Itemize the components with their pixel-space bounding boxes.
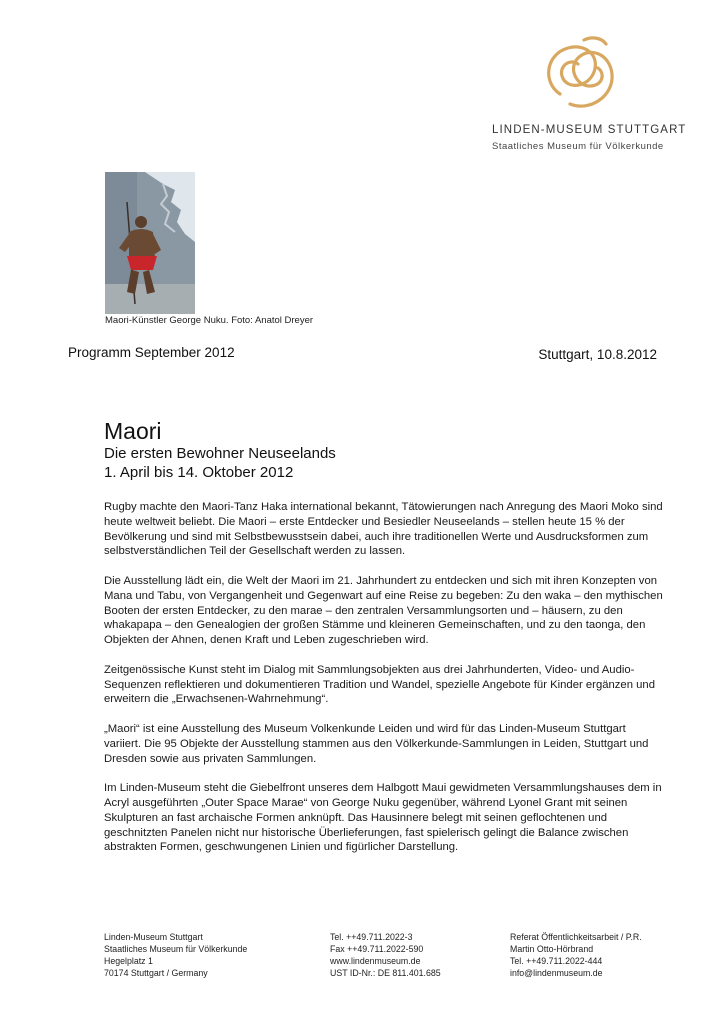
- footer-line: Martin Otto-Hörbrand: [510, 944, 594, 954]
- org-name: LINDEN-MUSEUM STUTTGART: [492, 124, 687, 136]
- footer-line: Staatliches Museum für Völkerkunde: [104, 944, 248, 954]
- footer-website-link[interactable]: www.lindenmuseum.de: [330, 956, 421, 966]
- footer-contact: [330, 931, 441, 979]
- footer-email-link[interactable]: info@lindenmuseum.de: [510, 968, 603, 978]
- paragraph: „Maori“ ist eine Ausstellung des Museum Volkenkunde Leiden und wird für das Linden-Museum Stuttgart variiert. Die 95 Objekte der Ausstellung stammen aus den Völkerkunde-Sammlungen in Leiden, Stuttgart und Dresden sowie aus privaten Sammlungen.: [104, 722, 649, 765]
- article-title: Maori: [104, 418, 162, 444]
- paragraph: Die Ausstellung lädt ein, die Welt der Maori im 21. Jahrhundert zu entdecken und sich mit ihren Konzepten von Mana und Tabu, von Vergangenheit und Gegenwart auf eine Reise zu begeben: Zu den waka – den mythischen Booten der ersten Entdecker, zu den marae – den zentralen Versammlungsorten und – häusern, zu den whakapapa – den Genealogien der großen Stämme und kleineren Gemeinschaften, und zu den taonga, den Objekten der Ahnen, denen Kraft und Leben zugeschrieben wird.: [104, 574, 663, 647]
- paragraph: Im Linden-Museum steht die Giebelfront unseres dem Halbgott Maui gewidmeten Versammlungshauses dem in Acryl ausgeführten „Outer Space Marae“ von George Nuku gegenüber, während Lyonel Grant mit seinen Skulpturen an fast archaische Formen anknüpft. Das Hausinnere belegt mit seinen geflochtenen und geschnitzten Panelen nicht nur historische Überlieferungen, fast spielerisch gelingt die Balance zwischen abstrakten Formen, geschwungenen Linien und figürlicher Darstellung.: [104, 782, 662, 854]
- paragraph: Zeitgenössische Kunst steht im Dialog mit Sammlungsobjekten aus drei Jahrhunderten, Video- und Audio-Sequenzen reflektieren und dokumentieren Tradition und Wandel, spezielle Angebote für Kinder ergänzen und erweitern die „Erwachsenen-Wahrnehmung“.: [104, 663, 655, 706]
- photo-caption: Maori-Künstler George Nuku. Foto: Anatol Dreyer: [105, 315, 314, 326]
- footer-press: [510, 931, 642, 979]
- subtitle-line: Die ersten Bewohner Neuseelands: [104, 445, 336, 462]
- article-subtitle: [104, 444, 336, 482]
- footer-line: Linden-Museum Stuttgart: [104, 932, 203, 942]
- footer-line: Referat Öffentlichkeitsarbeit / P.R.: [510, 932, 642, 942]
- interlaced-rings-logo-icon: [540, 34, 620, 112]
- article-body: [104, 500, 664, 870]
- footer-phone: Tel. ++49.711.2022-3: [330, 932, 413, 942]
- org-subtitle: Staatliches Museum für Völkerkunde: [492, 141, 664, 152]
- footer-fax: Fax ++49.711.2022-590: [330, 944, 424, 954]
- program-label: Programm September 2012: [68, 345, 235, 360]
- footer-vat-id: UST ID-Nr.: DE 811.401.685: [330, 968, 441, 978]
- artist-photo: [105, 172, 195, 314]
- place-date: Stuttgart, 10.8.2012: [538, 347, 657, 362]
- footer-address: [104, 931, 247, 979]
- footer-phone: Tel. ++49.711.2022-444: [510, 956, 603, 966]
- exhibition-dates: 1. April bis 14. Oktober 2012: [104, 464, 294, 481]
- paragraph: Rugby machte den Maori-Tanz Haka international bekannt, Tätowierungen nach Anregung des Maori Moko sind heute weltweit beliebt. Die Maori – erste Entdecker und Besiedler Neuseelands – stellen heute 15 % der Bevölkerung und sind mit Selbstbewusstsein dabei, auch ihre traditionellen Werte und Ausdrucksformen zum selbstverständlichen Teil der Gesellschaft werden zu lassen.: [104, 501, 663, 558]
- footer-line: Hegelplatz 1: [104, 956, 153, 966]
- footer-line: 70174 Stuttgart / Germany: [104, 968, 208, 978]
